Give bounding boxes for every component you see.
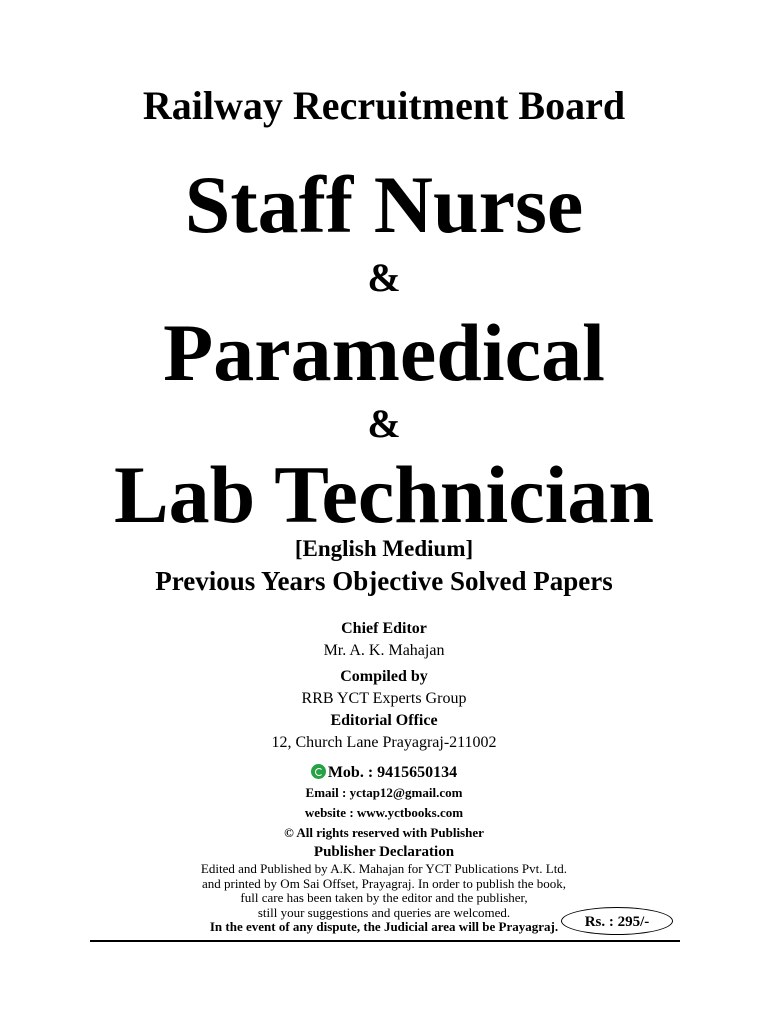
mobile-text: Mob. : 9415650134 <box>327 764 458 781</box>
declaration-line: Edited and Published by A.K. Mahajan for YCT Publications Pvt. Ltd. <box>200 861 568 876</box>
declaration-line: still your suggestions and queries are welcomed. <box>257 904 511 920</box>
chief-editor-label: Chief Editor <box>341 620 427 637</box>
whatsapp-icon <box>311 764 326 779</box>
board-name: Railway Recruitment Board <box>142 83 626 128</box>
title-paramedical: Paramedical <box>163 307 605 398</box>
medium-label: [English Medium] <box>294 536 474 561</box>
declaration-line: full care has been taken by the editor and the publisher, <box>240 890 528 905</box>
ampersand: & <box>367 401 401 446</box>
title-lab-technician: Lab Technician <box>113 449 655 540</box>
email-line: Email : yctap12@gmail.com <box>305 785 463 800</box>
editorial-office-label: Editorial Office <box>330 712 438 729</box>
compiled-by-label: Compiled by <box>340 668 428 685</box>
mobile-number <box>0 764 768 782</box>
declaration-line: and printed by Om Sai Offset, Prayagraj. In order to publish the book, <box>201 875 567 891</box>
price-badge: Rs. : 295/- <box>561 907 673 935</box>
subtitle: Previous Years Objective Solved Papers <box>155 566 613 596</box>
publisher-declaration-label: Publisher Declaration <box>313 844 455 860</box>
website-line: website : www.yctbooks.com <box>304 805 464 820</box>
title-staff-nurse: Staff Nurse <box>184 159 584 250</box>
chief-editor-name: Mr. A. K. Mahajan <box>323 642 445 659</box>
editorial-office-address: 12, Church Lane Prayagraj-211002 <box>271 734 497 751</box>
compiled-by-name: RRB YCT Experts Group <box>301 690 467 707</box>
bottom-rule <box>90 940 680 942</box>
dispute-notice: In the event of any dispute, the Judicial area will be Prayagraj. <box>209 919 559 934</box>
rights-notice: © All rights reserved with Publisher <box>284 825 484 840</box>
ampersand: & <box>367 255 401 300</box>
